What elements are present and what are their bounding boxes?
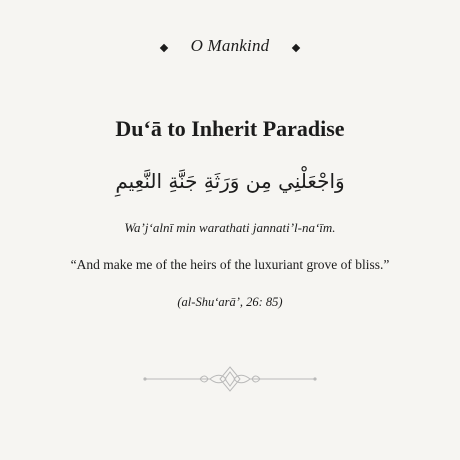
reference: (al-Shu‘arā’, 26: 85) [177, 295, 283, 309]
diamond-icon [159, 44, 167, 52]
translation: “And make me of the heirs of the luxuriant grove of bliss.” [70, 257, 390, 272]
diamond-icon [292, 44, 300, 52]
header [0, 36, 460, 56]
arabic-text: وَاجْعَلْنِي مِن وَرَثَةِ جَنَّةِ النَّعِيمِ [115, 169, 345, 193]
header-title: O Mankind [190, 36, 270, 55]
floral-divider-icon [140, 364, 320, 394]
page-title: Du‘ā to Inherit Paradise [115, 116, 345, 141]
transliteration: Wa’j‘alnī min warathati jannati’l-na‘īm. [124, 220, 336, 235]
